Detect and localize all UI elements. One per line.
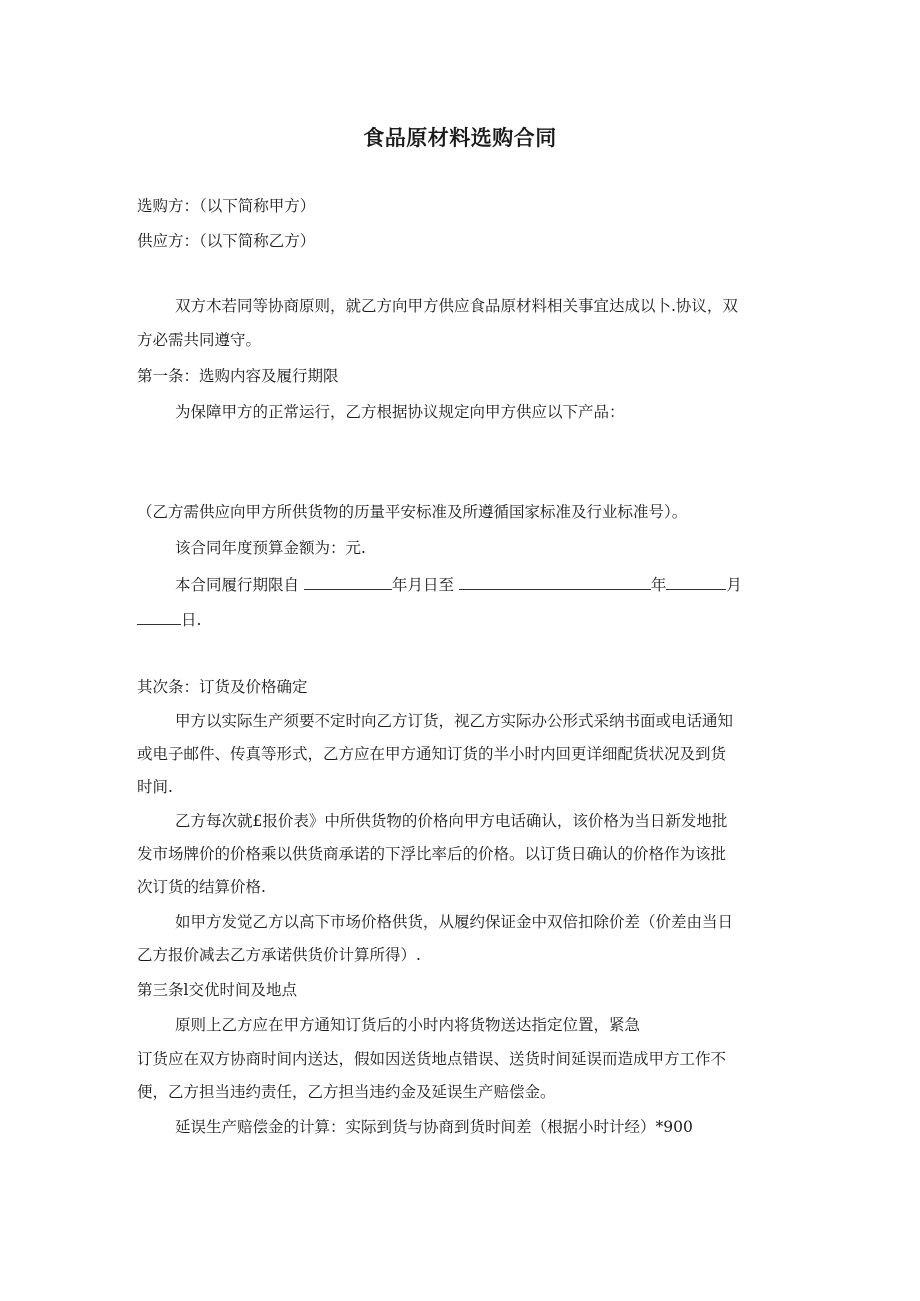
article-1-paragraph-2: （乙方需供应向甲方所供货物的历量平安标准及所遵循国家标准及行业标准号）。 bbox=[137, 503, 688, 521]
article-2-heading: 其次条：订货及价格确定 bbox=[137, 678, 308, 696]
term-period-line-2 bbox=[137, 609, 787, 630]
article-3-paragraph-2: 延误生产赔偿金的计算：实际到货与协商到货时间差（根据小时计经）*900 bbox=[175, 1118, 693, 1136]
start-date-blank[interactable] bbox=[304, 574, 392, 590]
article-2-paragraph-1-line-1: 甲方以实际生产须要不定时向乙方订货，视乙方实际办公形式采纳书面或电话通知 bbox=[175, 712, 734, 730]
article-3-paragraph-1-line-2: 订货应在双方协商时间内送达，假如因送货地点错误、送货时间延误而造成甲方工作不 bbox=[137, 1050, 727, 1068]
article-2-paragraph-2-line-2: 发市场牌价的价格乘以供货商承诺的下浮比率后的价格。以订货日确认的价格作为该批 bbox=[137, 845, 727, 863]
end-date-blank[interactable] bbox=[459, 574, 651, 590]
end-day-blank[interactable] bbox=[137, 609, 181, 625]
article-2-paragraph-1-line-2: 或电子邮件、传真等形式，乙方应在甲方通知订货的半小时内回更详细配货状况及到货 bbox=[137, 745, 727, 763]
article-3-paragraph-1-line-1: 原则上乙方应在甲方通知订货后的小时内将货物送达指定位置，紧急 bbox=[175, 1016, 641, 1034]
article-2-paragraph-3-line-2: 乙方报价减去乙方承诺供货价计算所得）. bbox=[137, 946, 421, 964]
article-2-paragraph-1-line-3: 时间. bbox=[137, 778, 173, 796]
term-from-label: 本合同履行期限自 bbox=[175, 576, 300, 594]
party-a-line: 选购方：（以下简称甲方） bbox=[137, 197, 316, 215]
article-1-heading: 第一条：选购内容及履行期限 bbox=[137, 367, 339, 385]
article-1-paragraph-3: 该合同年度预算金额为：元. bbox=[175, 539, 366, 557]
end-month-blank[interactable] bbox=[666, 574, 726, 590]
article-2-paragraph-2-line-3: 次订货的结算价格. bbox=[137, 878, 266, 896]
article-3-heading: 第三条l交优时间及地点 bbox=[137, 981, 297, 999]
article-3-paragraph-1-line-3: 便，乙方担当违约责任，乙方担当违约金及延误生产赔偿金。 bbox=[137, 1083, 556, 1101]
month-label: 月 bbox=[726, 576, 742, 594]
article-1-paragraph-1: 为保障甲方的正常运行，乙方根据协议规定向甲方供应以下产品： bbox=[175, 403, 625, 421]
day-label: 日. bbox=[181, 611, 202, 629]
term-to-label: 年月日至 bbox=[391, 576, 454, 594]
term-period-line bbox=[175, 574, 787, 595]
preamble-line-1: 双方木若同等协商原则，就乙方向甲方供应食品原材料相关事宜达成以卜.协议，双 bbox=[175, 297, 738, 315]
year-label: 年 bbox=[650, 576, 667, 594]
preamble-line-2: 方必需共同遵守。 bbox=[137, 331, 262, 349]
document-title: 食品原材料选购合同 bbox=[363, 126, 557, 150]
party-b-line: 供应方：（以下简称乙方） bbox=[137, 232, 316, 250]
article-2-paragraph-2-line-1: 乙方每次就£报价表》中所供货物的价格向甲方电话确认，该价格为当日新发地批 bbox=[175, 812, 728, 830]
article-2-paragraph-3-line-1: 如甲方发觉乙方以高下市场价格供货，从履约保证金中双倍扣除价差（价差由当日 bbox=[175, 913, 734, 931]
